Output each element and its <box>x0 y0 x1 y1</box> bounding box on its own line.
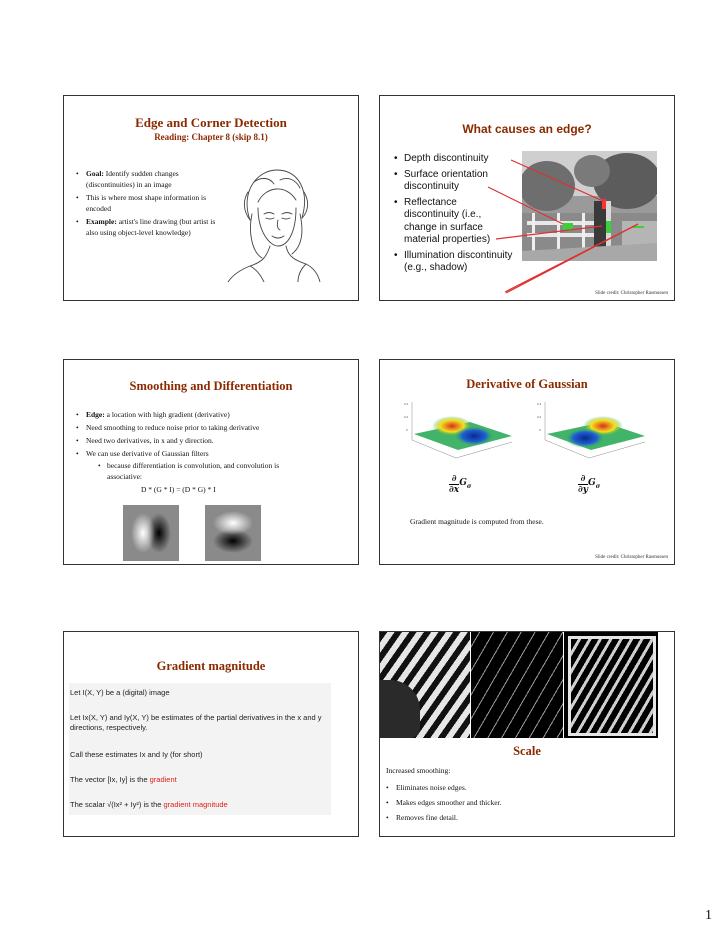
list-item: • Depth discontinuity <box>394 153 514 166</box>
zebra-original-image <box>380 632 470 738</box>
bullet-list <box>76 169 226 238</box>
gaussian-y-filter-image <box>205 505 261 561</box>
text-line: Call these estimates Ix and Iy (for short) <box>70 750 203 759</box>
slide-scale <box>379 631 675 837</box>
surface-plot-y <box>533 396 653 466</box>
slide-credit: Slide credit: Christopher Rasmussen <box>595 291 668 296</box>
surface-plot-x <box>400 396 520 466</box>
text-line: The vector [Ix, Iy] is the gradient <box>70 775 177 784</box>
slide-title: Derivative of Gaussian <box>466 377 588 391</box>
list-item: • Edge: a location with high gradient (derivative) <box>76 408 356 421</box>
slide-title: Gradient magnitude <box>156 659 266 673</box>
list-item: • Makes edges smoother and thicker. <box>386 795 656 810</box>
svg-text:0: 0 <box>539 428 541 432</box>
partial-x-gaussian-label: ∂ ∂x $G_\sigma$ <box>449 474 472 495</box>
list-item: • Example: artist's line drawing (but artist is also using object-level knowledge) <box>76 217 226 238</box>
slide-title: What causes an edge? <box>462 122 592 136</box>
highlight-term: gradient <box>149 775 177 784</box>
list-item: • Eliminates noise edges. <box>386 780 656 795</box>
text-line: Let I(X, Y) be a (digital) image <box>70 688 170 697</box>
slide-edge-corner-detection <box>63 95 359 301</box>
list-item: • We can use derivative of Gaussian filters <box>76 447 356 460</box>
svg-text:0: 0 <box>406 428 408 432</box>
list-item: • Removes fine detail. <box>386 810 656 825</box>
list-item: • Surface orientation discontinuity <box>394 169 514 194</box>
list-item: • Goal: Identify sudden changes (discontinuities) in an image <box>76 169 226 190</box>
list-item: • Need smoothing to reduce noise prior to taking derivative <box>76 421 356 434</box>
scale-intro: Increased smoothing: <box>386 766 451 775</box>
slide-gradient-magnitude <box>63 631 359 837</box>
bullet-list <box>76 408 356 460</box>
gradient-text-panel <box>69 683 331 815</box>
list-item: • This is where most shape information is encoded <box>76 193 226 214</box>
partial-y-gaussian-label: ∂ ∂y $G_\sigma$ <box>578 474 601 495</box>
text-line: The scalar √(Ix² + Iy²) is the gradient magnitude <box>70 800 228 809</box>
slide-subtitle: Reading: Chapter 8 (skip 8.1) <box>154 132 268 142</box>
svg-text:0.2: 0.2 <box>404 415 409 419</box>
slide-smoothing-differentiation <box>63 359 359 565</box>
list-item: • Illumination discontinuity (e.g., shadow) <box>394 250 514 275</box>
slide-title: Edge and Corner Detection <box>135 115 287 130</box>
svg-text:0.4: 0.4 <box>404 402 409 406</box>
text-line: Let Ix(X, Y) and Iy(X, Y) be estimates of the partial derivatives in the x and y directions, respectively. <box>70 713 322 732</box>
bullet-list <box>386 780 656 825</box>
slide-caption: Gradient magnitude is computed from these. <box>410 517 544 526</box>
zebra-fine-edges-image <box>471 632 563 738</box>
annotation-arrows <box>380 96 675 301</box>
svg-text:0.2: 0.2 <box>537 415 542 419</box>
line-drawing-girl <box>222 162 322 282</box>
slide-derivative-of-gaussian <box>379 359 675 565</box>
slide-what-causes-edge <box>379 95 675 301</box>
slide-title: Scale <box>513 744 541 758</box>
page-number: 1 <box>705 908 712 923</box>
sub-bullet: • because differentiation is convolution, and convolution is associative: <box>98 461 280 481</box>
slide-credit: Slide credit: Christopher Rasmussen <box>595 555 668 560</box>
slide-title: Smoothing and Differentiation <box>129 379 293 393</box>
gaussian-x-filter-image <box>123 505 179 561</box>
convolution-formula: D * (G * I) = (D * G) * I <box>141 485 216 494</box>
list-item: • Need two derivatives, in x and y direction. <box>76 434 356 447</box>
zebra-coarse-edges-image <box>564 632 658 738</box>
svg-text:0.4: 0.4 <box>537 402 542 406</box>
list-item: • Reflectance discontinuity (i.e., change in surface material properties) <box>394 197 514 247</box>
highlight-term: gradient magnitude <box>163 800 228 809</box>
